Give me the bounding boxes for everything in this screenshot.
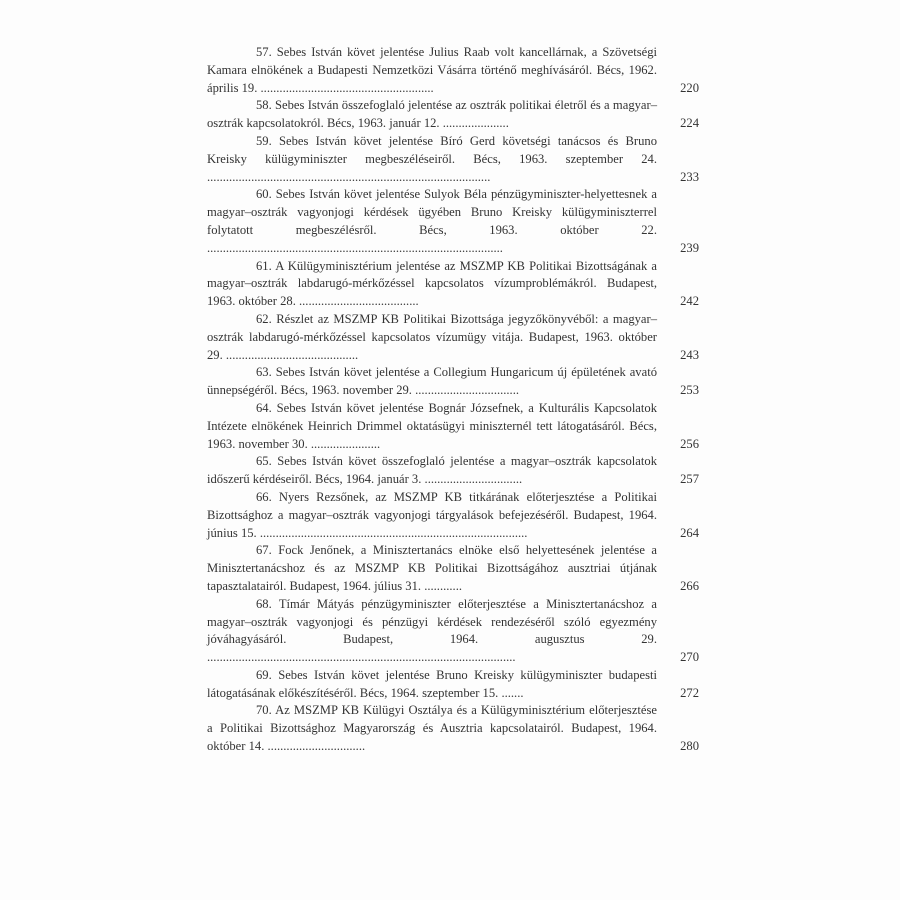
toc-entry bbox=[207, 667, 699, 703]
toc-entry bbox=[207, 44, 699, 97]
entry-title: 63. Sebes István követ jelentése a Collegium Hungaricum új épületének avató ünnepségéről. Bécs, 1963. november 29. bbox=[207, 365, 657, 398]
toc-entry bbox=[207, 364, 699, 400]
entry-title: 60. Sebes István követ jelentése Sulyok Béla pénzügyminiszter-helyettesnek a magyar–osztrák vagyonjogi kérdések ügyében Bruno Kreisky külügyminiszterrel folytatott megbeszélésről. Bécs, 1963. október 22. bbox=[207, 187, 657, 237]
entry-title: 65. Sebes István követ összefoglaló jelentése a magyar–osztrák kapcsolatok időszerű kérdéseiről. Bécs, 1964. január 3. bbox=[207, 454, 657, 487]
entry-title: 57. Sebes István követ jelentése Julius Raab volt kancellárnak, a Szövetségi Kamara elnökének a Budapesti Nemzetközi Vásárra történő meghívásáról. Bécs, 1962. április 19. bbox=[207, 45, 657, 95]
toc-entry bbox=[207, 258, 699, 311]
page-number: 243 bbox=[680, 347, 699, 362]
page-number: 280 bbox=[680, 739, 699, 754]
toc-entry bbox=[207, 702, 699, 755]
page-number: 253 bbox=[680, 383, 699, 398]
leader-dots: ..................... bbox=[439, 116, 509, 131]
entry-title: 59. Sebes István követ jelentése Bíró Gerd követségi tanácsos és Bruno Kreisky külügyminiszter megbeszéléseiről. Bécs, 1963. szeptember 24. bbox=[207, 133, 657, 166]
toc-entry bbox=[207, 400, 699, 453]
toc-entry bbox=[207, 186, 699, 257]
page-number: 270 bbox=[680, 650, 699, 665]
leader-dots: ....... bbox=[498, 685, 524, 700]
leader-dots: ............................... bbox=[421, 472, 523, 487]
page-number: 266 bbox=[680, 578, 699, 593]
entry-title: 66. Nyers Rezsőnek, az MSZMP KB titkárának előterjesztése a Politikai Bizottsághoz a magyar–osztrák vagyonjogi tárgyalások befejezéséről. Budapest, 1964. június 15. bbox=[207, 489, 657, 540]
entry-title: 64. Sebes István követ jelentése Bognár Józsefnek, a Kulturális Kapcsolatok Intézete elnökének Heinrich Drimmel oktatásügyi miniszternél tett látogatásáról. Bécs, 1963. november 30. bbox=[207, 400, 657, 451]
leader-dots: .................................................................................................. bbox=[207, 650, 516, 665]
page-number: 264 bbox=[680, 525, 699, 540]
leader-dots: ................................. bbox=[411, 383, 519, 398]
entry-title: 62. Részlet az MSZMP KB Politikai Bizottsága jegyzőkönyvéből: a magyar–osztrák labdarugó-mérkőzéssel kapcsolatos vízumügy vitája. Budapest, 1963. október 29. bbox=[207, 311, 657, 362]
page-number: 242 bbox=[680, 294, 699, 309]
page-number: 257 bbox=[680, 472, 699, 487]
entry-title: 58. Sebes István összefoglaló jelentése az osztrák politikai életről és a magyar–osztrák kapcsolatokról. Bécs, 1963. január 12. bbox=[207, 98, 657, 131]
entry-title: 70. Az MSZMP KB Külügyi Osztálya és a Külügyminisztérium előterjesztése a Politikai Bizottsághoz Magyarország és Ausztria kapcsolatairól. Budapest, 1964. október 14. bbox=[207, 703, 657, 754]
toc-entry bbox=[207, 311, 699, 364]
toc-entry bbox=[207, 542, 699, 595]
toc-entry bbox=[207, 596, 699, 667]
page-number: 220 bbox=[680, 80, 699, 95]
page-number: 272 bbox=[680, 685, 699, 700]
leader-dots: .............................................................................................. bbox=[207, 240, 503, 255]
leader-dots: ...................... bbox=[307, 436, 381, 451]
page-number: 256 bbox=[680, 436, 699, 451]
toc-entry bbox=[207, 97, 699, 133]
page-number: 233 bbox=[680, 169, 699, 184]
leader-dots: .......................................................................................... bbox=[207, 169, 491, 184]
entry-title: 68. Tímár Mátyás pénzügyminiszter előterjesztése a Minisztertanácshoz a magyar–osztrák vagyonjogi és pénzügyi kérdések rendezéséről szóló egyezmény jóváhagyásáról. Budapest, 1964. augusztus 29. bbox=[207, 596, 657, 647]
entry-title: 61. A Külügyminisztérium jelentése az MSZMP KB Politikai Bizottságának a magyar–osztrák labdarugó-mérkőzéssel kapcsolatos vízumproblémákról. Budapest, 1963. október 28. bbox=[207, 258, 657, 309]
page-number: 224 bbox=[680, 116, 699, 131]
leader-dots: ....................................................... bbox=[257, 80, 434, 95]
leader-dots: ............................... bbox=[264, 739, 366, 754]
leader-dots: ..................................................................................... bbox=[256, 525, 528, 540]
leader-dots: .......................................... bbox=[222, 347, 359, 362]
entry-title: 69. Sebes István követ jelentése Bruno Kreisky külügyminiszter budapesti látogatásának előkészítéséről. Bécs, 1964. szeptember 15. bbox=[207, 667, 657, 700]
toc-entry bbox=[207, 133, 699, 186]
entry-title: 67. Fock Jenőnek, a Minisztertanács elnöke első helyettesének jelentése a Minisztertanácshoz és az MSZMP KB Politikai Bizottságához ausztriai útjának tapasztalatairól. Budapest, 1964. július 31. bbox=[207, 543, 657, 593]
leader-dots: ...................................... bbox=[295, 294, 419, 309]
table-of-contents bbox=[207, 44, 699, 756]
toc-entry bbox=[207, 489, 699, 542]
page-number: 239 bbox=[680, 240, 699, 255]
leader-dots: ............ bbox=[421, 578, 462, 593]
toc-entry bbox=[207, 453, 699, 489]
